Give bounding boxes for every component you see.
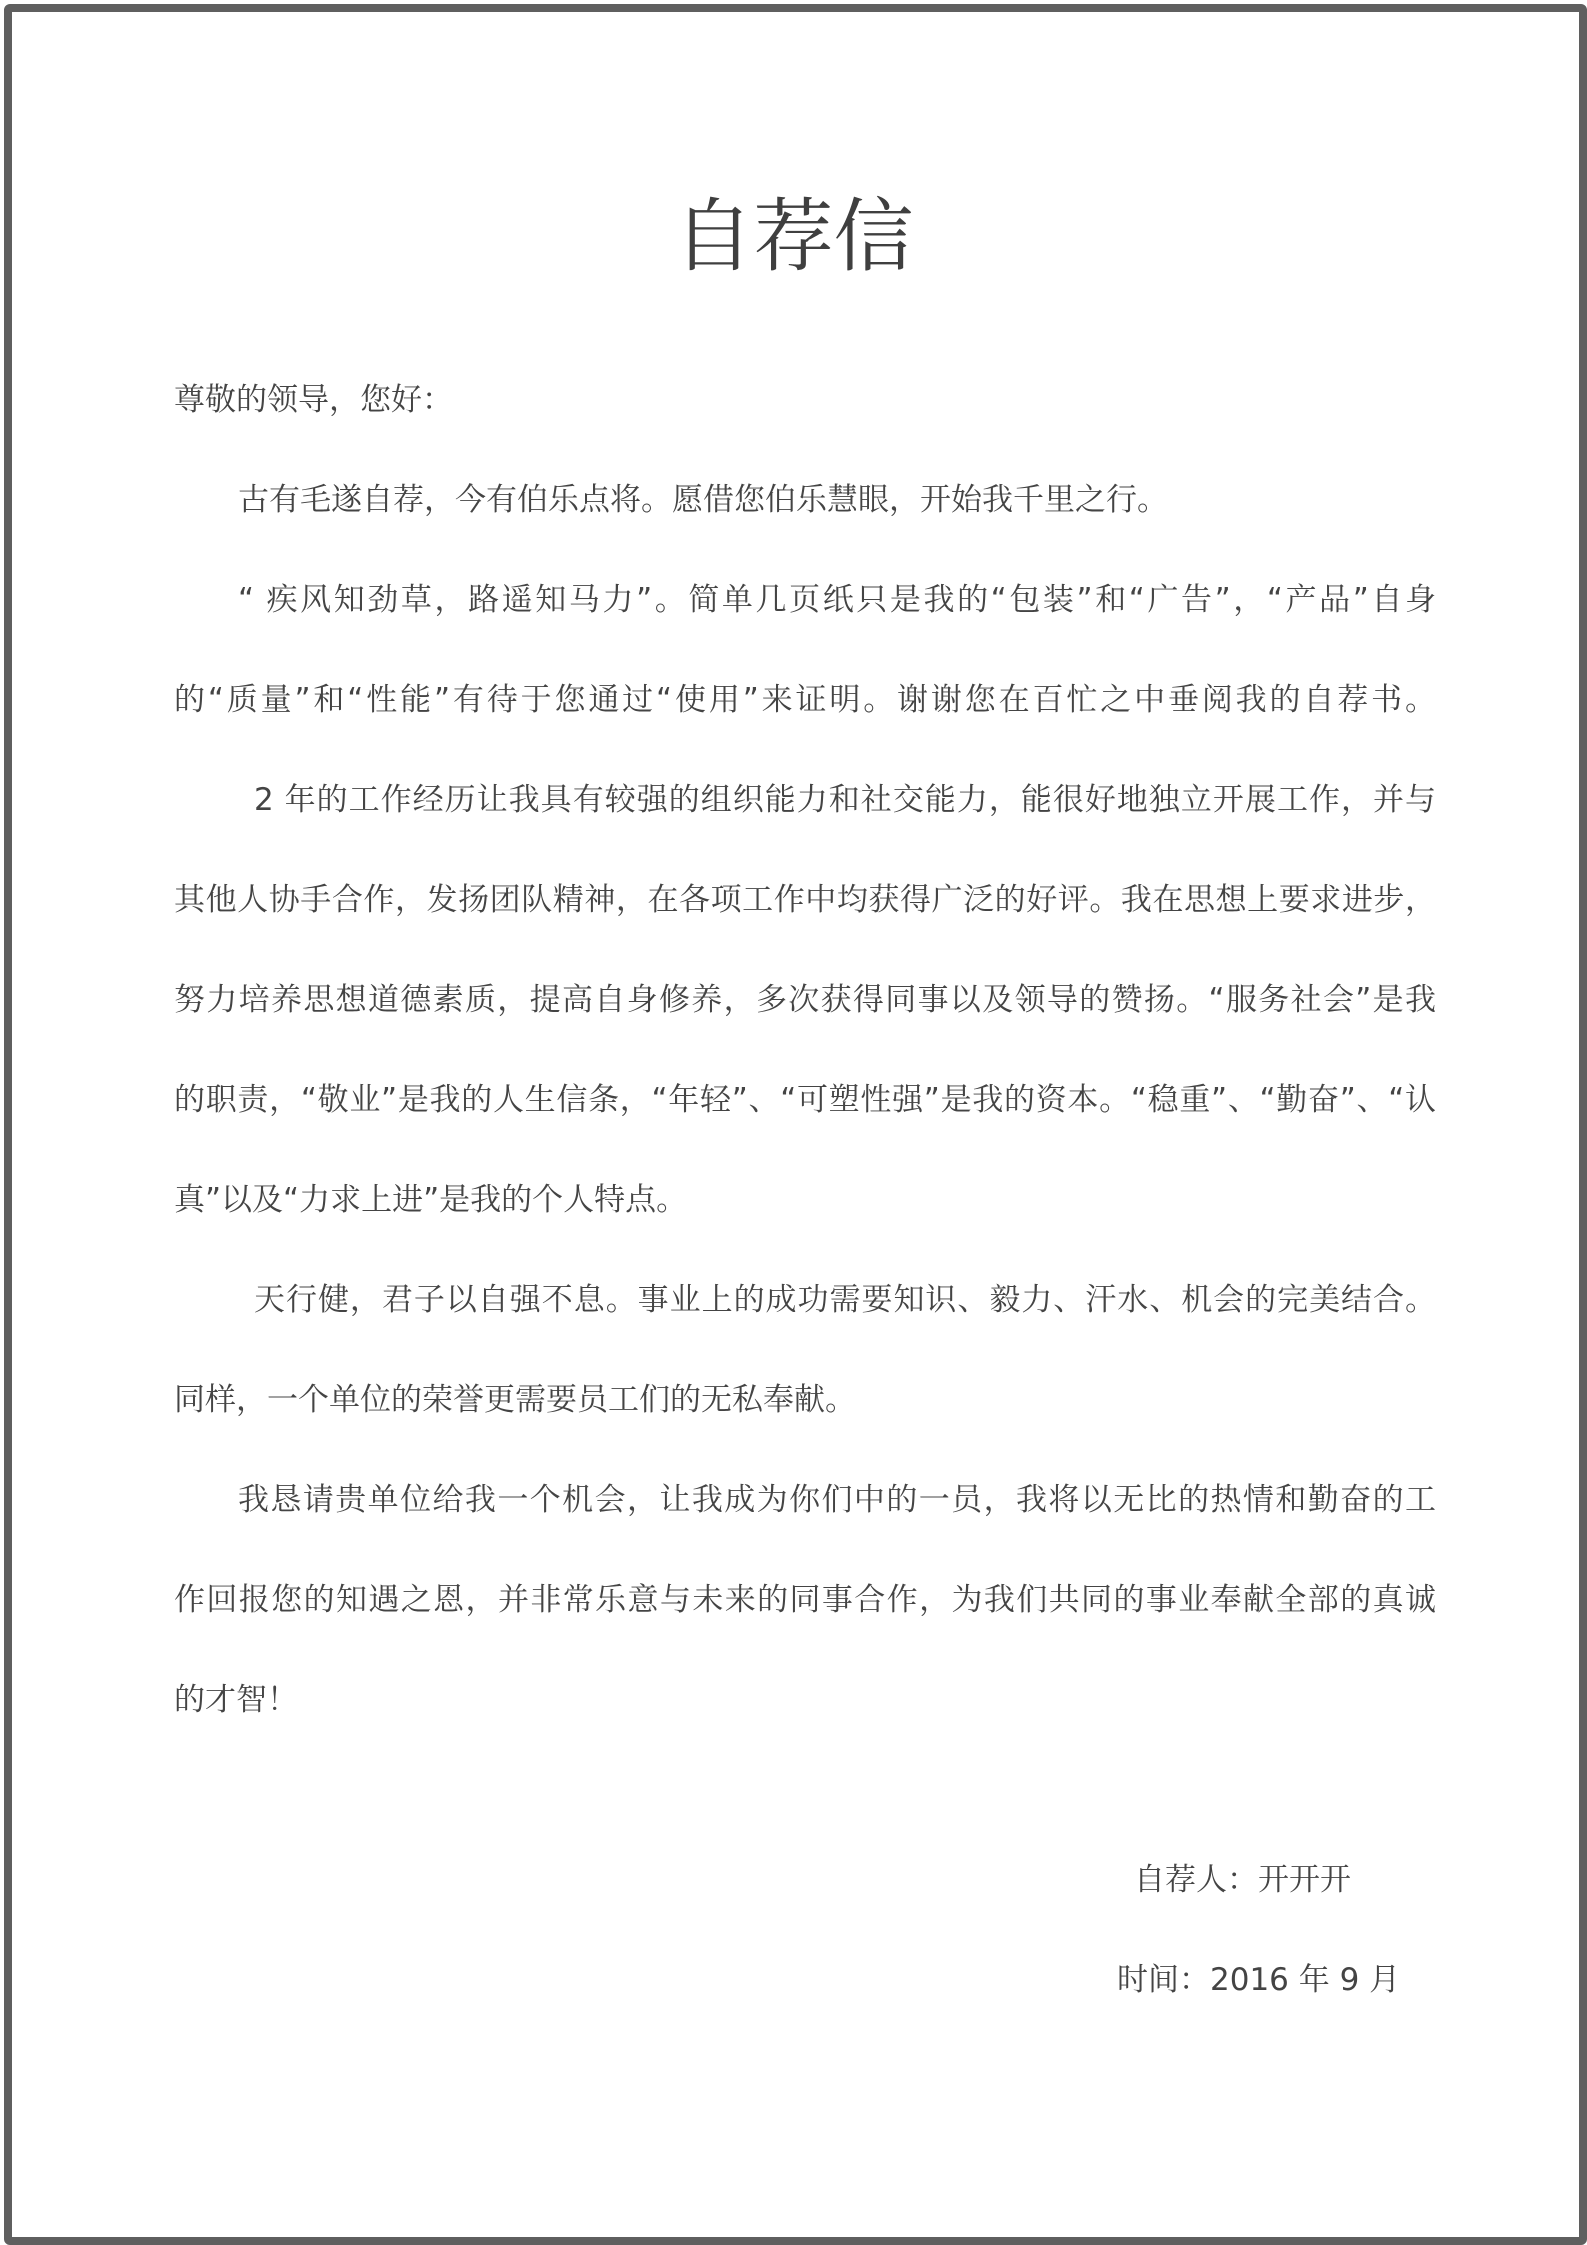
paragraph-2-line-2: 的“质量”和“性能”有待于您通过“使用”来证明。谢谢您在百忙之中垂阅我的自荐书。 xyxy=(174,682,1436,718)
paragraph-5-line-1: 我恳请贵单位给我一个机会，让我成为你们中的一员，我将以无比的热情和勤奋的工 xyxy=(238,1482,1436,1518)
paragraph-3-line-3: 努力培养思想道德素质，提高自身修养，多次获得同事以及领导的赞扬。“服务社会”是我 xyxy=(174,982,1436,1018)
paragraph-3-line-2: 其他人协手合作，发扬团队精神，在各项工作中均获得广泛的好评。我在思想上要求进步， xyxy=(174,882,1436,918)
letter-body xyxy=(174,350,1436,1750)
paragraph-4-line-1: 天行健，君子以自强不息。事业上的成功需要知识、毅力、汗水、机会的完美结合。 xyxy=(254,1282,1436,1318)
paragraph-2-line-1: “ 疾风知劲草，路遥知马力”。简单几页纸只是我的“包装”和“广告”，“产品”自身 xyxy=(238,582,1436,618)
signature-date: 时间：2016 年 9 月 xyxy=(1117,1962,1401,1998)
paragraph-3-line-5: 真”以及“力求上进”是我的个人特点。 xyxy=(174,1182,688,1218)
paragraph-5-line-2: 作回报您的知遇之恩，并非常乐意与未来的同事合作，为我们共同的事业奉献全部的真诚 xyxy=(174,1582,1436,1618)
greeting-line: 尊敬的领导，您好： xyxy=(174,382,453,418)
page-title: 自荐信 xyxy=(673,190,914,283)
paragraph-5-line-3: 的才智！ xyxy=(174,1682,298,1718)
paragraph-3-line-4: 的职责，“敬业”是我的人生信条，“年轻”、“可塑性强”是我的资本。“稳重”、“勤奋”、“认 xyxy=(174,1082,1436,1118)
paragraph-4-line-2: 同样，一个单位的荣誉更需要员工们的无私奉献。 xyxy=(174,1382,856,1418)
paragraph-3-line-1: 2 年的工作经历让我具有较强的组织能力和社交能力，能很好地独立开展工作，并与 xyxy=(254,782,1436,818)
paragraph-1-line-1: 古有毛遂自荐，今有伯乐点将。愿借您伯乐慧眼，开始我千里之行。 xyxy=(238,482,1168,518)
signature-block xyxy=(1117,1830,1497,2030)
signature-name: 自荐人：开开开 xyxy=(1134,1862,1351,1898)
